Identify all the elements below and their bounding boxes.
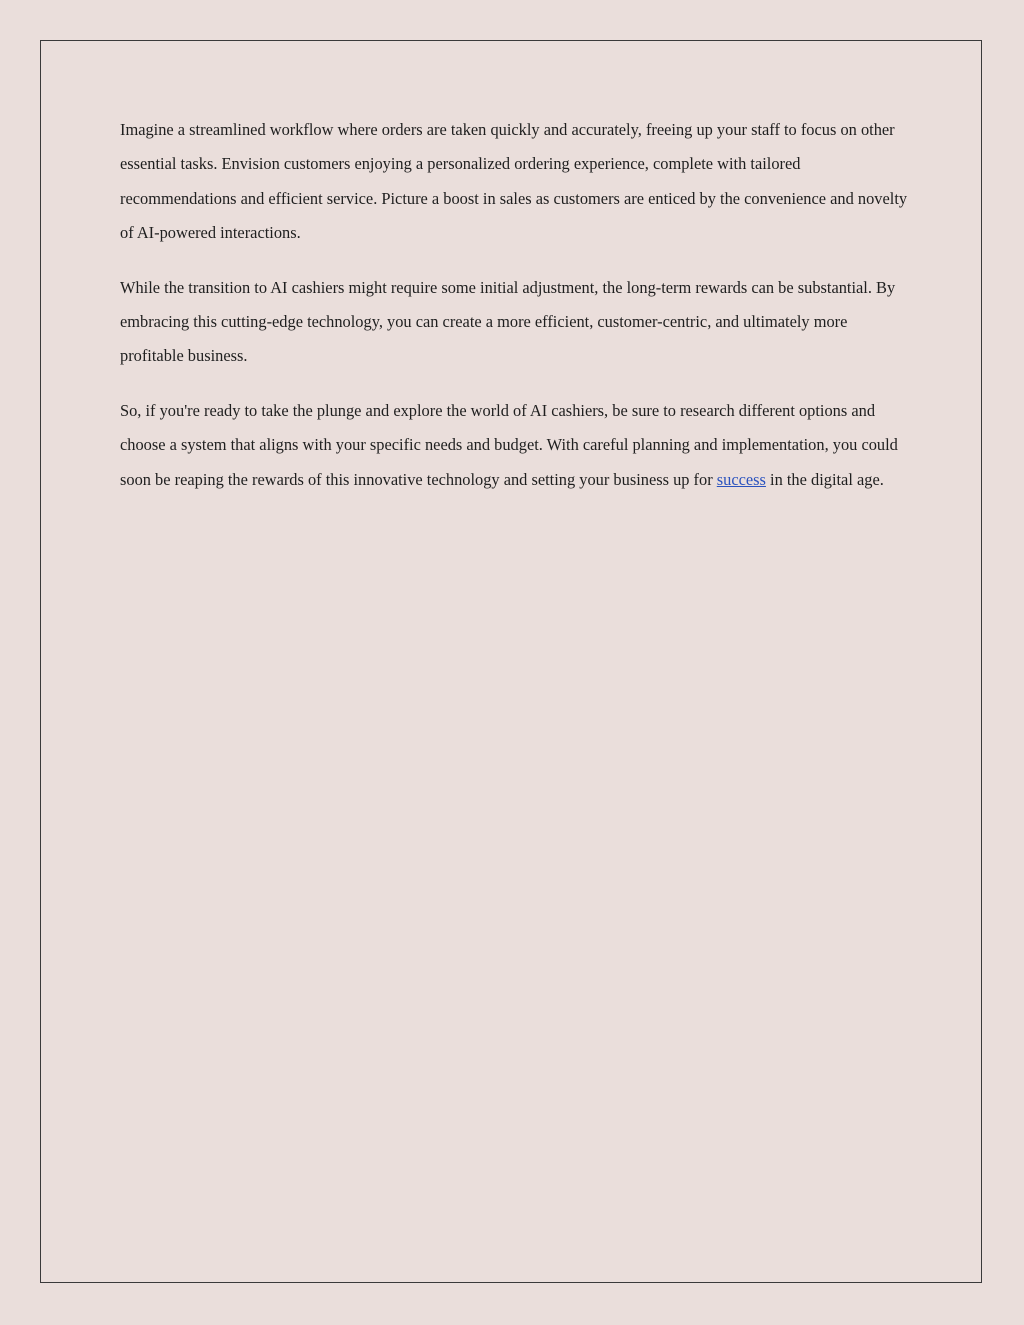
paragraph-3-text-after-link: in the digital age. (765, 469, 884, 489)
paragraph-2: While the transition to AI cashiers might require some initial adjustment, the long-term rewards can be substantial. By embracing this cutting-edge technology, you can create a more efficient, customer-centric, and ultimately more profitable business. (120, 277, 896, 366)
document-body (120, 113, 910, 517)
paragraph-3 (120, 394, 910, 497)
paragraph-1: Imagine a streamlined workflow where orders are taken quickly and accurately, freeing up your staff to focus on other essential tasks. Envision customers enjoying a personalized ordering experience, complete with tailored recommendations and efficient service. Picture a boost in sales as customers are enticed by the convenience and novelty of AI-powered interactions. (120, 120, 908, 243)
success-link[interactable]: success (716, 469, 766, 489)
paragraph-3-text-before-link: So, if you're ready to take the plunge and explore the world of AI cashiers, be sure to research different options and choose a system that aligns with your specific needs and budget. With careful planning and implementation, you could soon be reaping the rewards of this innovative technology and setting your business up for (120, 400, 898, 489)
